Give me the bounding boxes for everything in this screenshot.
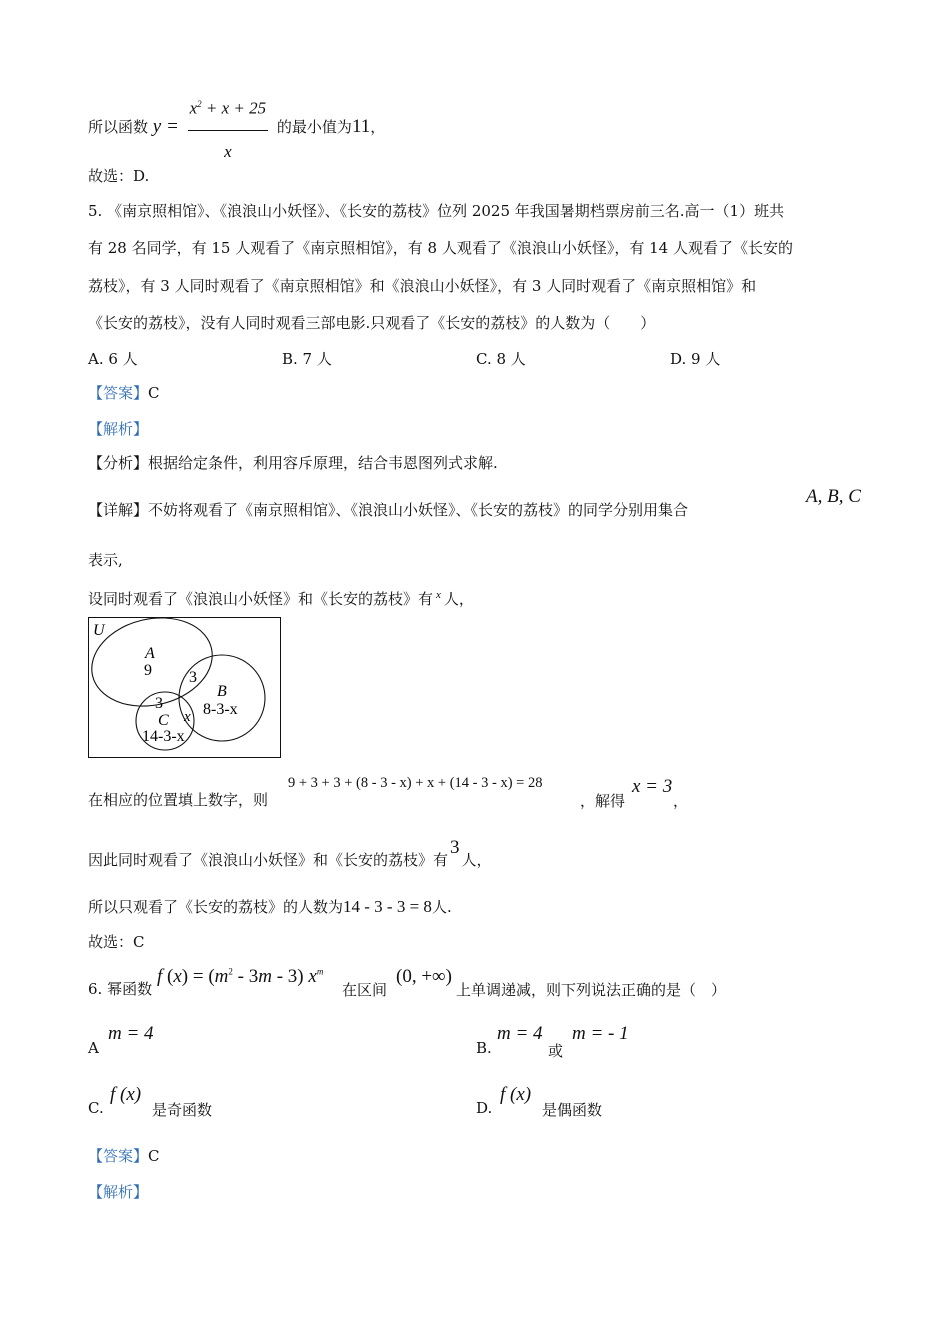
- min-value: 11: [351, 115, 371, 137]
- q5-option-b: B. 7 人: [282, 350, 332, 368]
- q5-let-x: [88, 585, 474, 609]
- q5-line3: 荔枝》，有 3 人同时观看了《南京照相馆》和《浪浪山小妖怪》，有 3 人同时观看了《南京照相馆》和: [88, 277, 757, 295]
- value-a-and-c: 3: [155, 695, 163, 712]
- q5-thus: [88, 837, 492, 870]
- q6-option-c-text: 是奇函数: [152, 1101, 213, 1119]
- answer-value: C: [148, 1147, 160, 1165]
- math-y: y =: [152, 115, 179, 137]
- exponent: 2: [197, 99, 202, 109]
- q6-option-a-label: A: [88, 1039, 99, 1057]
- label-b: B: [217, 683, 227, 700]
- answer-tag: 【答案】: [88, 384, 149, 402]
- fenxi-text: 根据给定条件，利用容斥原理，结合韦恩图列式求解.: [148, 454, 498, 472]
- q5-option-c: C. 8 人: [476, 350, 526, 368]
- text: ，解得: [580, 792, 626, 810]
- q6-prefix: 6. 幂函数: [88, 980, 153, 998]
- q5-line1: [88, 201, 863, 221]
- q6-option-d-math: f (x): [500, 1084, 532, 1105]
- q6-option-b-label: B.: [476, 1039, 492, 1057]
- q6-option-c-label: C.: [88, 1099, 104, 1117]
- q5-answer: [88, 383, 160, 403]
- q5-line4: 《长安的荔枝》，没有人同时观看三部电影.只观看了《长安的荔枝》的人数为（ ）: [88, 314, 656, 332]
- q6-option-d-text: 是偶函数: [542, 1101, 603, 1119]
- text: 或: [548, 1042, 564, 1060]
- text: 所以函数: [88, 117, 149, 136]
- fraction-denominator: x: [224, 141, 232, 161]
- xiangjie-tag: 【详解】: [88, 501, 149, 519]
- q5-analysis-tag: 【解析】: [88, 420, 149, 438]
- value-b-and-c: x: [184, 709, 191, 725]
- q6-option-a-math: m = 4: [108, 1023, 154, 1044]
- q5-line2: 有 28 名同学，有 15 人观看了《南京照相馆》，有 8 人观看了《浪浪山小妖怪》，有 14 人观看了《长安的: [88, 239, 793, 257]
- text: 上单调递减，则下列说法正确的是（ ）: [456, 981, 727, 999]
- text: 所以只观看了《长安的荔枝》的人数为: [88, 898, 344, 916]
- text: ，: [673, 792, 689, 810]
- text: 人，: [443, 590, 474, 608]
- q6-option-d-label: D.: [476, 1099, 493, 1117]
- q5-biaoshi: 表示,: [88, 551, 123, 569]
- exponent: 2: [228, 966, 233, 977]
- prev-choice: 故选：D.: [88, 167, 150, 185]
- text: 在区间: [342, 981, 388, 999]
- q5-option-d: D. 9 人: [670, 350, 721, 368]
- q6-answer: [88, 1146, 160, 1166]
- q5-solution: x = 3: [632, 776, 673, 797]
- min-value-line: [88, 84, 385, 172]
- only-expression: 14 - 3 - 3 = 8: [343, 897, 432, 916]
- q6-option-b-math2: m = - 1: [572, 1023, 629, 1044]
- value-a-only: 9: [144, 662, 152, 679]
- exponent: m: [316, 966, 324, 977]
- fenxi-tag: 【分析】: [88, 454, 149, 472]
- text: ，: [370, 117, 386, 136]
- label-u: U: [93, 622, 105, 639]
- label-c: C: [158, 712, 169, 729]
- value-b-only: 8-3-x: [203, 701, 238, 718]
- thus-value: 3: [450, 837, 460, 858]
- venn-diagram: [88, 617, 281, 758]
- text: 人.: [431, 898, 452, 916]
- q6-option-b-math1: m = 4: [497, 1023, 543, 1044]
- answer-tag: 【答案】: [88, 1147, 149, 1165]
- math-x: x: [436, 589, 441, 601]
- q6-option-c-math: f (x): [110, 1084, 142, 1105]
- text: 设同时观看了《浪浪山小妖怪》和《长安的荔枝》有: [88, 590, 434, 608]
- value-c-only: 14-3-x: [142, 728, 185, 745]
- q5-equation-prefix: 在相应的位置填上数字，则: [88, 791, 269, 809]
- q5-equation: 9 + 3 + 3 + (8 - 3 - x) + x + (14 - 3 - x) = 28: [288, 775, 543, 791]
- value-a-and-b: 3: [189, 669, 197, 686]
- text: 因此同时观看了《浪浪山小妖怪》和《长安的荔枝》有: [88, 851, 449, 869]
- q5-choice: 故选：C: [88, 933, 145, 951]
- q5-fenxi: [88, 453, 498, 473]
- q5-xiangjie: [88, 500, 688, 520]
- fraction: [188, 84, 269, 172]
- text: 人，: [461, 851, 492, 869]
- answer-value: C: [148, 384, 160, 402]
- q6-analysis-tag: 【解析】: [88, 1183, 149, 1201]
- text: 5. 《南京照相馆》、《浪浪山小妖怪》、《长安的荔枝》位列 2025 年我国暑期档票房前三名.高一（1）班共: [88, 202, 785, 220]
- q6-function: f $(x) = (m^2 - 3m - 3)$ $x^m$: [157, 966, 324, 987]
- q6-interval: (0, +∞): [396, 966, 452, 987]
- q5-only: [88, 897, 452, 917]
- label-a: A: [145, 645, 155, 662]
- xiangjie-text: 不妨将观看了《南京照相馆》、《浪浪山小妖怪》、《长安的荔枝》的同学分别用集合: [148, 501, 689, 519]
- sets-abc: A, B, C: [806, 486, 861, 507]
- fraction-numerator: $x^2 + x + 25$: [188, 84, 269, 131]
- text: 的最小值为: [276, 117, 352, 136]
- q5-option-a: A. 6 人: [88, 350, 138, 368]
